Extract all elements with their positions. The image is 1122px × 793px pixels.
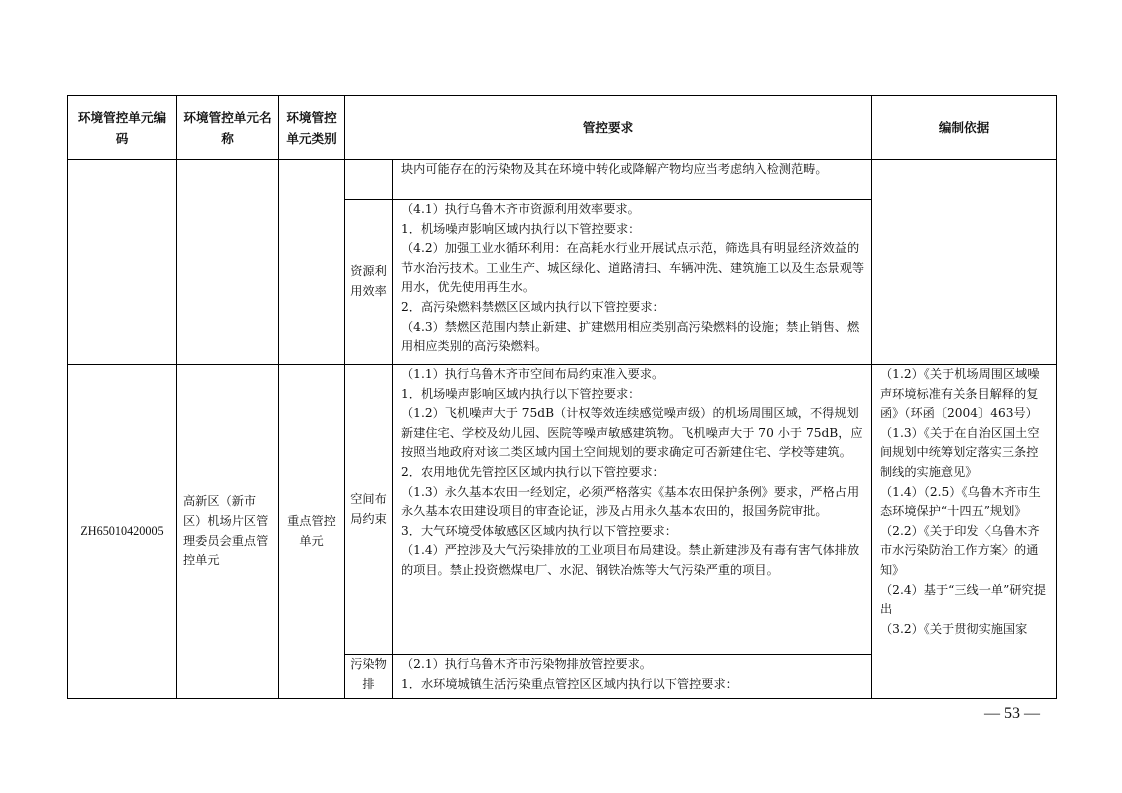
table-row xyxy=(68,365,1057,655)
basis-line: （2.4）基于“三线一单”研究提出 xyxy=(880,582,1046,617)
requirement-line: （1.3）永久基本农田一经划定，必须严格落实《基本农田保护条例》要求，严格占用永久基本农田建设项目的审查论证，涉及占用永久基本农田的，报国务院审批。 xyxy=(401,484,860,519)
empty-code-cell xyxy=(68,160,177,365)
requirement-line: （1.1）执行乌鲁木齐市空间布局约束准入要求。 xyxy=(401,367,665,381)
requirement-line: 2．农用地优先管控区区域内执行以下管控要求： xyxy=(401,464,665,479)
unit-name: 高新区（新市区）机场片区管理委员会重点管控单元 xyxy=(177,365,279,699)
header-unit-name: 环境管控单元名称 xyxy=(177,96,279,160)
requirement-line: （4.3）禁燃区范围内禁止新建、扩建燃用相应类别高污染燃料的设施；禁止销售、燃用相应类别的高污染燃料。 xyxy=(401,319,860,354)
empty-category-cell xyxy=(279,160,345,365)
empty-basis-cell xyxy=(872,160,1057,365)
table-row xyxy=(68,160,1057,200)
unit-category: 重点管控单元 xyxy=(279,365,345,699)
header-unit-category: 环境管控单元类别 xyxy=(279,96,345,160)
basis-line: （2.2）《关于印发〈乌鲁木齐市水污染防治工作方案〉的通知》 xyxy=(880,523,1040,577)
requirement-line: （1.2）飞机噪声大于 75dB（计权等效连续感觉噪声级）的机场周围区域，不得规划新建住宅、学校及幼儿园、医院等噪声敏感建筑物。飞机噪声大于 70 小于 75dB，应按照当地政府对该二类区域内国土空间规划的要求确定可否新建住宅、学校等建筑。 xyxy=(401,406,863,460)
requirement-line: 1．机场噪声影响区域内执行以下管控要求： xyxy=(401,221,641,236)
requirement-line: （1.4）严控涉及大气污染排放的工业项目布局建设。禁止新建涉及有毒有害气体排放的项目。禁止投资燃煤电厂、水泥、钢铁冶炼等大气污染严重的项目。 xyxy=(401,543,860,577)
requirement-line: 1．水环境城镇生活污染重点管控区区域内执行以下管控要求： xyxy=(401,676,738,691)
unit-code: ZH65010420005 xyxy=(68,365,177,699)
basis-line: （3.2）《关于贯彻实施国家 xyxy=(880,621,1028,636)
subcat-spatial-layout: 空间布局约束 xyxy=(345,365,393,655)
requirement-line: （4.1）执行乌鲁木齐市资源利用效率要求。 xyxy=(401,202,640,216)
requirement-line: 1．机场噪声影响区域内执行以下管控要求： xyxy=(401,386,641,401)
control-unit-table xyxy=(67,95,1057,699)
pollution-discharge-requirements xyxy=(393,655,872,699)
subcat-resource-efficiency: 资源利用效率 xyxy=(345,200,393,365)
basis-line: （1.2）《关于机场周围区域噪声环境标准有关条目解释的复函》（环函〔2004〕463号） xyxy=(880,367,1040,421)
header-basis: 编制依据 xyxy=(872,96,1057,160)
basis-line: （1.4）（2.5）《乌鲁木齐市生态环境保护“十四五”规划》 xyxy=(880,484,1041,519)
requirement-line: 3．大气环境受体敏感区区域内执行以下管控要求： xyxy=(401,523,677,538)
empty-name-cell xyxy=(177,160,279,365)
requirement-line: （4.2）加强工业水循环利用：在高耗水行业开展试点示范，筛选具有明显经济效益的节水治污技术。工业生产、城区绿化、道路清扫、车辆冲洗、建筑施工以及生态景观等用水，优先使用再生水。 xyxy=(401,241,865,295)
subcat-pollution-discharge: 污染物排 xyxy=(345,655,393,699)
basis-line: （1.3）《关于在自治区国土空间规划中统筹划定落实三条控制线的实施意见》 xyxy=(880,425,1040,479)
resource-efficiency-requirements xyxy=(393,200,872,365)
spatial-layout-requirements xyxy=(393,365,872,655)
header-row xyxy=(68,96,1057,160)
requirement-line: （2.1）执行乌鲁木齐市污染物排放管控要求。 xyxy=(401,657,652,671)
basis-list xyxy=(872,365,1057,699)
requirement-line: 2．高污染燃料禁燃区区域内执行以下管控要求： xyxy=(401,299,665,314)
page-number: — 53 — xyxy=(984,705,1040,722)
header-requirements: 管控要求 xyxy=(345,96,872,160)
empty-subcat-cell xyxy=(345,160,393,200)
header-unit-code: 环境管控单元编码 xyxy=(68,96,177,160)
continued-text: 块内可能存在的污染物及其在环境中转化或降解产物均应当考虑纳入检测范畴。 xyxy=(393,160,872,200)
